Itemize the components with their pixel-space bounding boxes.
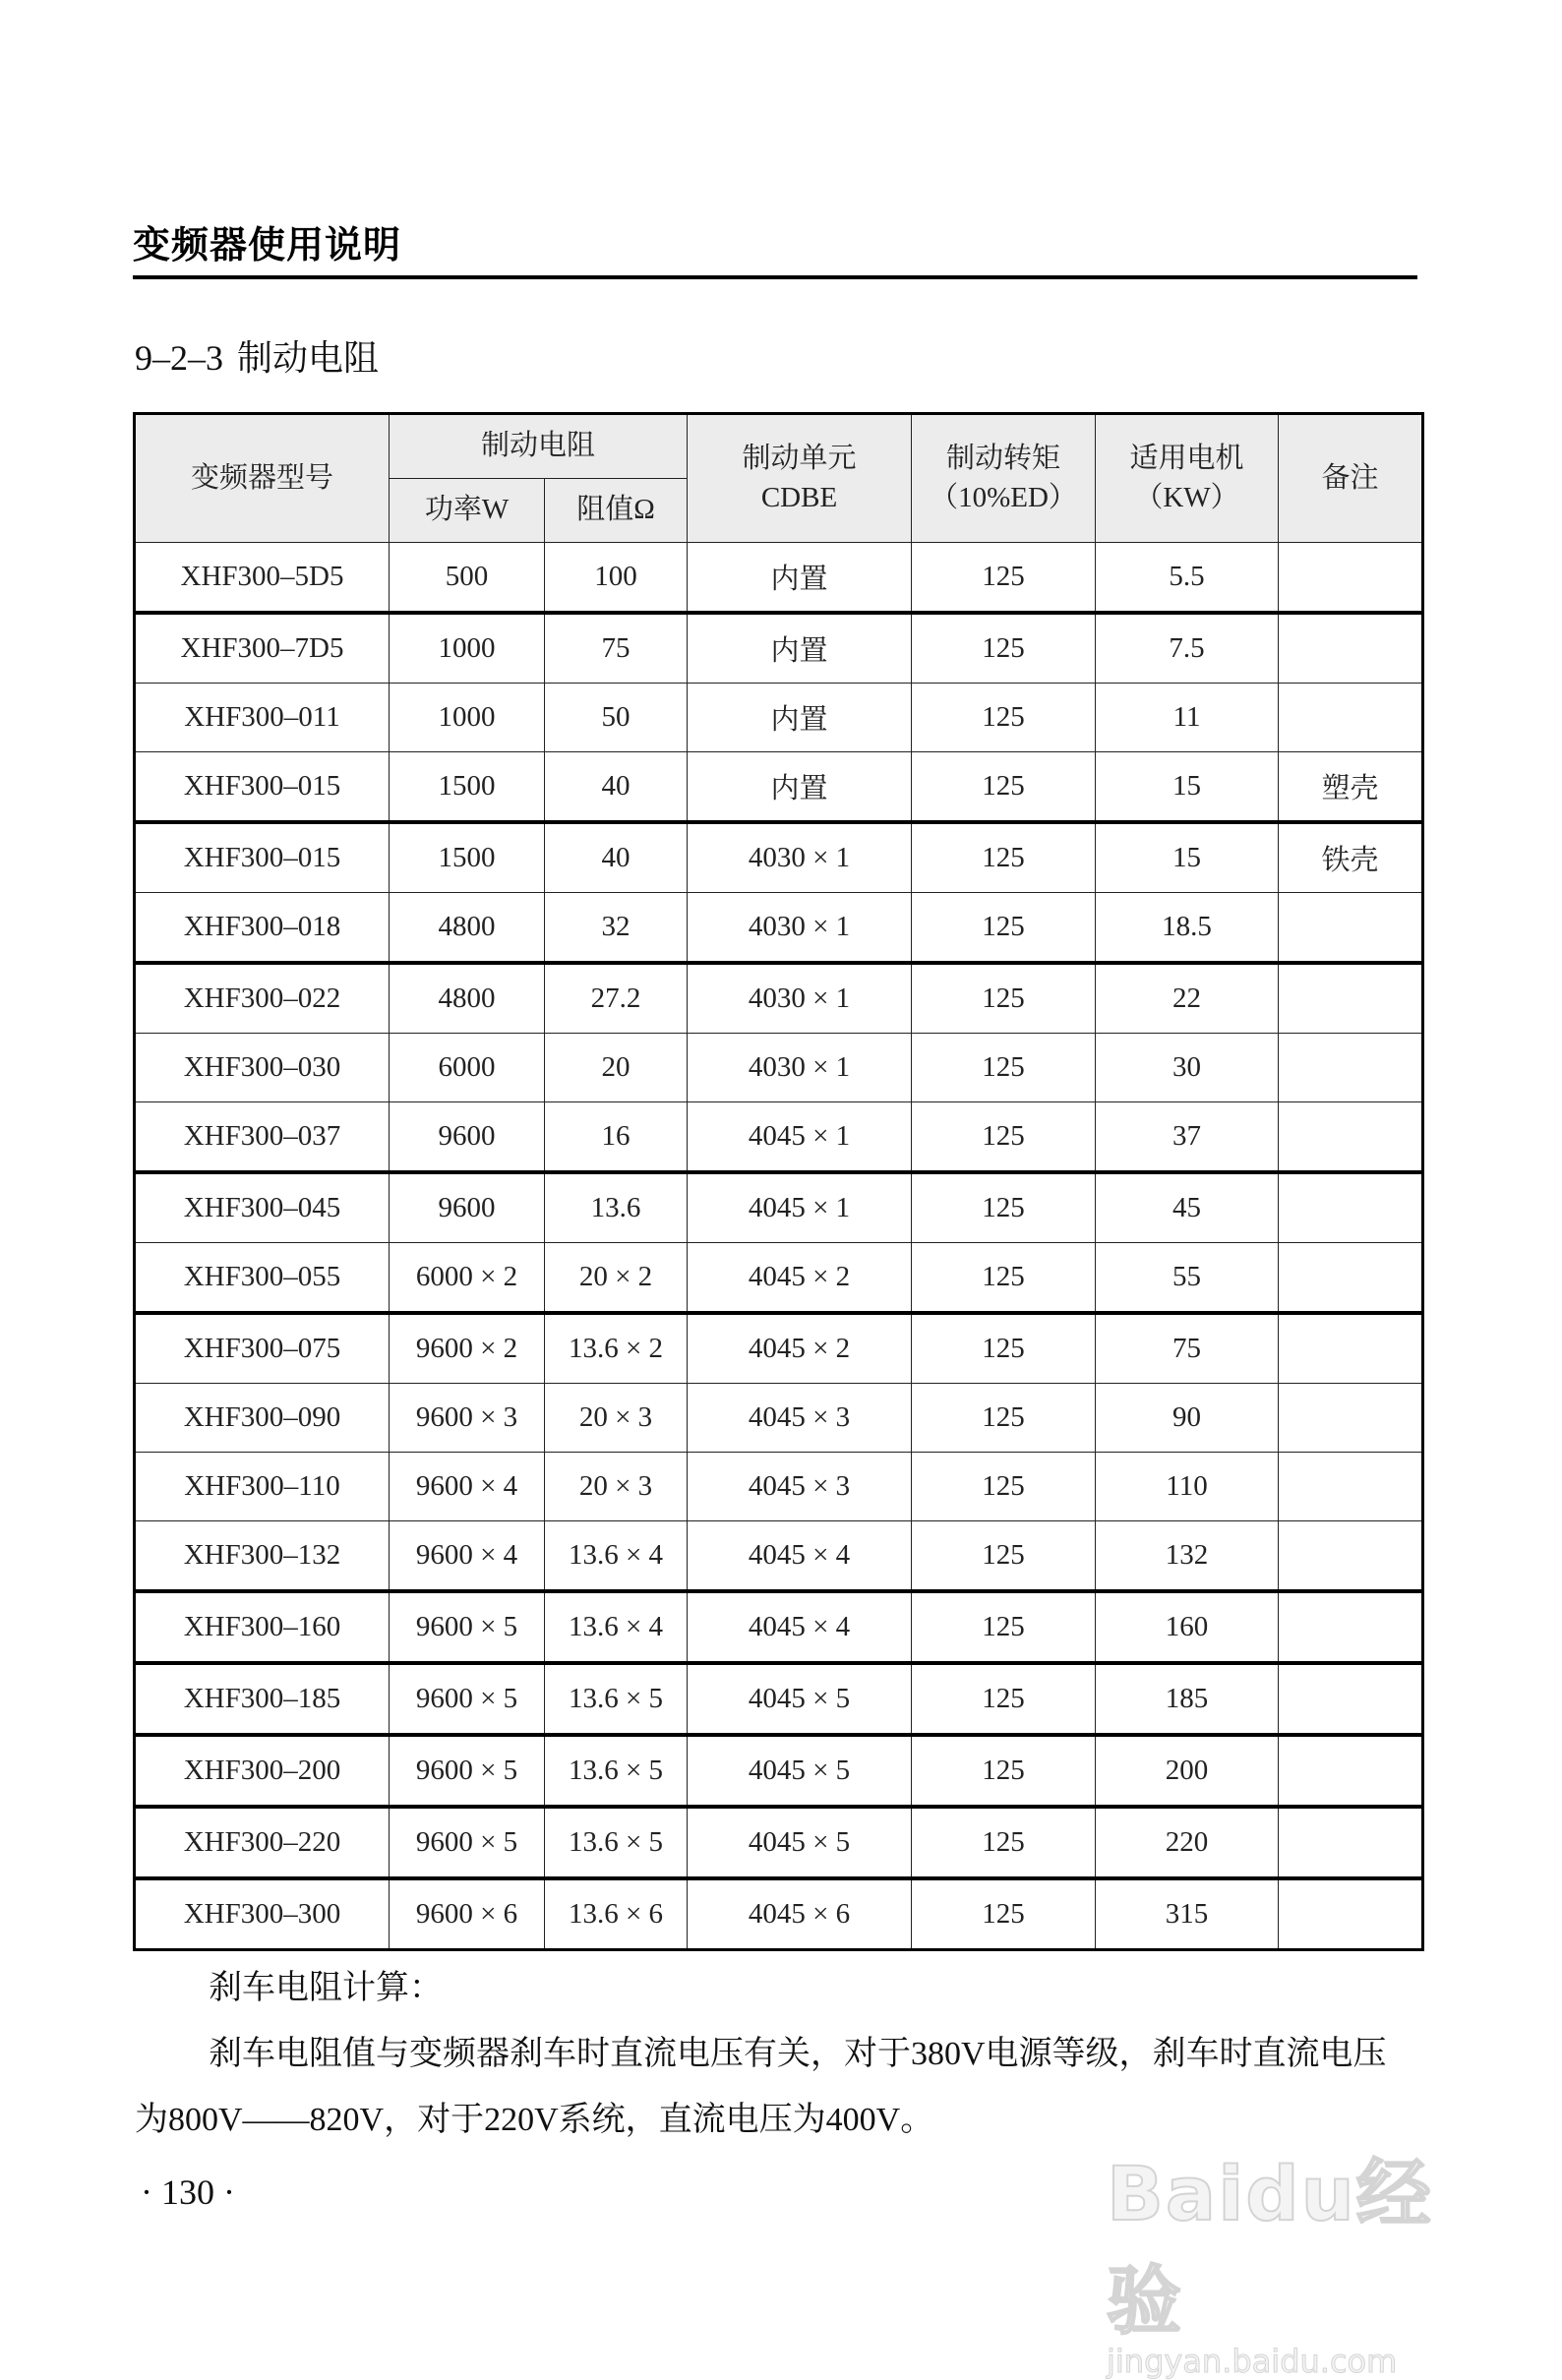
cell-unit: 4030 × 1: [688, 1034, 912, 1102]
cell-torque: 125: [912, 1243, 1096, 1314]
cell-resistance: 20 × 3: [545, 1384, 688, 1453]
braking-unit-label: 制动单元: [742, 443, 857, 475]
cell-power: 6000 × 2: [390, 1243, 545, 1314]
cell-torque: 125: [912, 1384, 1096, 1453]
calc-section: [135, 1955, 1418, 2153]
cell-resistance: 75: [545, 613, 688, 684]
cell-resistance: 40: [545, 822, 688, 893]
cell-unit: 4045 × 6: [688, 1878, 912, 1950]
cell-resistance: 20: [545, 1034, 688, 1102]
braking-resistor-table: [133, 412, 1424, 1951]
cell-model: XHF300–022: [135, 963, 390, 1034]
cell-motor: 315: [1096, 1878, 1279, 1950]
cell-torque: 125: [912, 893, 1096, 964]
table-body: [135, 543, 1423, 1950]
cell-unit: 4045 × 5: [688, 1663, 912, 1735]
table-row: [135, 1521, 1423, 1592]
cell-motor: 37: [1096, 1102, 1279, 1173]
cell-model: XHF300–011: [135, 684, 390, 752]
page-header-title: 变频器使用说明: [133, 223, 402, 267]
cell-unit: 4030 × 1: [688, 963, 912, 1034]
table-row: [135, 1313, 1423, 1384]
cell-model: XHF300–5D5: [135, 543, 390, 614]
cell-resistance: 40: [545, 752, 688, 823]
cell-resistance: 13.6 × 5: [545, 1735, 688, 1807]
cell-power: 9600 × 5: [390, 1591, 545, 1663]
cell-remark: [1279, 963, 1423, 1034]
cell-torque: 125: [912, 822, 1096, 893]
cell-remark: [1279, 1243, 1423, 1314]
baidu-watermark: [1107, 2134, 1480, 2380]
col-header-motor: [1096, 414, 1279, 543]
cell-model: XHF300–045: [135, 1172, 390, 1243]
col-header-power: 功率W: [390, 479, 545, 543]
cell-torque: 125: [912, 1521, 1096, 1592]
cell-torque: 125: [912, 684, 1096, 752]
cell-torque: 125: [912, 1453, 1096, 1521]
cell-remark: 塑壳: [1279, 752, 1423, 823]
cell-unit: 4045 × 5: [688, 1735, 912, 1807]
cell-power: 9600 × 4: [390, 1521, 545, 1592]
cell-torque: 125: [912, 1172, 1096, 1243]
cell-power: 4800: [390, 963, 545, 1034]
cell-model: XHF300–110: [135, 1453, 390, 1521]
cell-resistance: 100: [545, 543, 688, 614]
cell-torque: 125: [912, 543, 1096, 614]
cell-model: XHF300–037: [135, 1102, 390, 1173]
calc-paragraph: 刹车电阻值与变频器刹车时直流电压有关，对于380V电源等级，刹车时直流电压为800V——820V，对于220V系统，直流电压为400V。: [135, 2036, 1387, 2138]
table-row: [135, 613, 1423, 684]
cell-model: XHF300–300: [135, 1878, 390, 1950]
cell-motor: 11: [1096, 684, 1279, 752]
cell-resistance: 13.6 × 4: [545, 1591, 688, 1663]
cell-unit: 内置: [688, 752, 912, 823]
col-header-model: 变频器型号: [135, 414, 390, 543]
cell-remark: [1279, 1172, 1423, 1243]
cell-power: 9600 × 5: [390, 1735, 545, 1807]
cell-resistance: 20 × 2: [545, 1243, 688, 1314]
table-row: [135, 543, 1423, 614]
cell-power: 6000: [390, 1034, 545, 1102]
table-row: [135, 1735, 1423, 1807]
cell-resistance: 13.6 × 5: [545, 1663, 688, 1735]
cell-remark: [1279, 684, 1423, 752]
cell-model: XHF300–132: [135, 1521, 390, 1592]
motor-label: 适用电机: [1129, 443, 1244, 475]
table-row: [135, 822, 1423, 893]
motor-unit: （KW）: [1134, 481, 1239, 513]
cell-remark: [1279, 1313, 1423, 1384]
cell-power: 500: [390, 543, 545, 614]
table-row: [135, 1243, 1423, 1314]
col-header-remark: 备注: [1279, 414, 1423, 543]
cell-unit: 4045 × 3: [688, 1453, 912, 1521]
braking-torque-label: 制动转矩: [946, 443, 1061, 475]
cell-unit: 4045 × 2: [688, 1243, 912, 1314]
table-row: [135, 893, 1423, 964]
cell-resistance: 13.6 × 2: [545, 1313, 688, 1384]
table-row: [135, 1878, 1423, 1950]
table-row: [135, 1102, 1423, 1173]
table-row: [135, 1172, 1423, 1243]
cell-model: XHF300–055: [135, 1243, 390, 1314]
cell-unit: 4045 × 5: [688, 1807, 912, 1878]
cell-remark: [1279, 1807, 1423, 1878]
table-row: [135, 752, 1423, 823]
cell-torque: 125: [912, 1878, 1096, 1950]
cell-torque: 125: [912, 1807, 1096, 1878]
cell-power: 9600: [390, 1102, 545, 1173]
cell-resistance: 13.6: [545, 1172, 688, 1243]
cell-motor: 90: [1096, 1384, 1279, 1453]
cell-remark: [1279, 1735, 1423, 1807]
section-number: 9–2–3: [135, 338, 223, 378]
cell-remark: [1279, 613, 1423, 684]
cell-unit: 4030 × 1: [688, 822, 912, 893]
cell-power: 9600 × 3: [390, 1384, 545, 1453]
cell-remark: [1279, 893, 1423, 964]
cell-torque: 125: [912, 963, 1096, 1034]
table-row: [135, 1034, 1423, 1102]
cell-motor: 220: [1096, 1807, 1279, 1878]
cell-power: 9600: [390, 1172, 545, 1243]
cell-model: XHF300–018: [135, 893, 390, 964]
cell-unit: 内置: [688, 613, 912, 684]
cell-power: 1500: [390, 752, 545, 823]
cell-remark: 铁壳: [1279, 822, 1423, 893]
cell-model: XHF300–015: [135, 752, 390, 823]
cell-unit: 4030 × 1: [688, 893, 912, 964]
cell-model: XHF300–7D5: [135, 613, 390, 684]
cell-power: 9600 × 5: [390, 1807, 545, 1878]
cell-unit: 内置: [688, 543, 912, 614]
cell-remark: [1279, 1384, 1423, 1453]
col-header-resistance: 阻值Ω: [545, 479, 688, 543]
cell-resistance: 50: [545, 684, 688, 752]
cell-unit: 4045 × 1: [688, 1172, 912, 1243]
cell-remark: [1279, 1453, 1423, 1521]
cell-resistance: 20 × 3: [545, 1453, 688, 1521]
cell-motor: 55: [1096, 1243, 1279, 1314]
cell-motor: 22: [1096, 963, 1279, 1034]
cell-model: XHF300–160: [135, 1591, 390, 1663]
cell-resistance: 13.6 × 4: [545, 1521, 688, 1592]
cell-motor: 45: [1096, 1172, 1279, 1243]
cell-model: XHF300–075: [135, 1313, 390, 1384]
cell-remark: [1279, 543, 1423, 614]
cell-torque: 125: [912, 1102, 1096, 1173]
cell-torque: 125: [912, 1663, 1096, 1735]
cell-power: 1500: [390, 822, 545, 893]
cell-motor: 7.5: [1096, 613, 1279, 684]
cell-power: 9600 × 5: [390, 1663, 545, 1735]
cell-resistance: 16: [545, 1102, 688, 1173]
braking-unit-code: CDBE: [760, 481, 838, 513]
cell-power: 9600 × 4: [390, 1453, 545, 1521]
cell-power: 1000: [390, 684, 545, 752]
table-row: [135, 963, 1423, 1034]
cell-motor: 132: [1096, 1521, 1279, 1592]
cell-power: 9600 × 2: [390, 1313, 545, 1384]
watermark-logo: Baidu经验: [1107, 2150, 1433, 2345]
cell-unit: 4045 × 4: [688, 1591, 912, 1663]
cell-model: XHF300–200: [135, 1735, 390, 1807]
table-row: [135, 1663, 1423, 1735]
cell-torque: 125: [912, 1034, 1096, 1102]
cell-remark: [1279, 1878, 1423, 1950]
cell-resistance: 13.6 × 6: [545, 1878, 688, 1950]
cell-motor: 15: [1096, 752, 1279, 823]
cell-resistance: 32: [545, 893, 688, 964]
table-row: [135, 1591, 1423, 1663]
section-title: [135, 330, 379, 381]
table-row: [135, 1453, 1423, 1521]
cell-unit: 内置: [688, 684, 912, 752]
cell-resistance: 13.6 × 5: [545, 1807, 688, 1878]
table-row: [135, 1807, 1423, 1878]
cell-motor: 18.5: [1096, 893, 1279, 964]
cell-motor: 200: [1096, 1735, 1279, 1807]
cell-unit: 4045 × 1: [688, 1102, 912, 1173]
cell-remark: [1279, 1591, 1423, 1663]
cell-unit: 4045 × 4: [688, 1521, 912, 1592]
cell-motor: 160: [1096, 1591, 1279, 1663]
cell-model: XHF300–090: [135, 1384, 390, 1453]
cell-motor: 110: [1096, 1453, 1279, 1521]
table-row: [135, 684, 1423, 752]
header-rule-divider: [133, 275, 1417, 279]
col-header-resistor-group: 制动电阻: [390, 414, 688, 479]
cell-unit: 4045 × 2: [688, 1313, 912, 1384]
cell-torque: 125: [912, 1313, 1096, 1384]
cell-model: XHF300–030: [135, 1034, 390, 1102]
cell-remark: [1279, 1034, 1423, 1102]
cell-model: XHF300–185: [135, 1663, 390, 1735]
cell-resistance: 27.2: [545, 963, 688, 1034]
cell-power: 1000: [390, 613, 545, 684]
cell-model: XHF300–220: [135, 1807, 390, 1878]
col-header-braking-unit: [688, 414, 912, 543]
calc-heading: 刹车电阻计算：: [209, 1970, 443, 2006]
section-title-text: 制动电阻: [237, 338, 380, 378]
cell-power: 9600 × 6: [390, 1878, 545, 1950]
cell-motor: 75: [1096, 1313, 1279, 1384]
watermark-url: jingyan.baidu.com: [1107, 2343, 1398, 2380]
cell-model: XHF300–015: [135, 822, 390, 893]
cell-torque: 125: [912, 1735, 1096, 1807]
cell-power: 4800: [390, 893, 545, 964]
table-row: [135, 1384, 1423, 1453]
cell-torque: 125: [912, 752, 1096, 823]
cell-motor: 185: [1096, 1663, 1279, 1735]
page-number: · 130 ·: [141, 2172, 235, 2212]
cell-torque: 125: [912, 613, 1096, 684]
cell-unit: 4045 × 3: [688, 1384, 912, 1453]
cell-torque: 125: [912, 1591, 1096, 1663]
cell-remark: [1279, 1521, 1423, 1592]
col-header-braking-torque: [912, 414, 1096, 543]
cell-motor: 30: [1096, 1034, 1279, 1102]
cell-motor: 5.5: [1096, 543, 1279, 614]
cell-motor: 15: [1096, 822, 1279, 893]
braking-torque-unit: （10%ED）: [930, 481, 1077, 513]
cell-remark: [1279, 1102, 1423, 1173]
cell-remark: [1279, 1663, 1423, 1735]
